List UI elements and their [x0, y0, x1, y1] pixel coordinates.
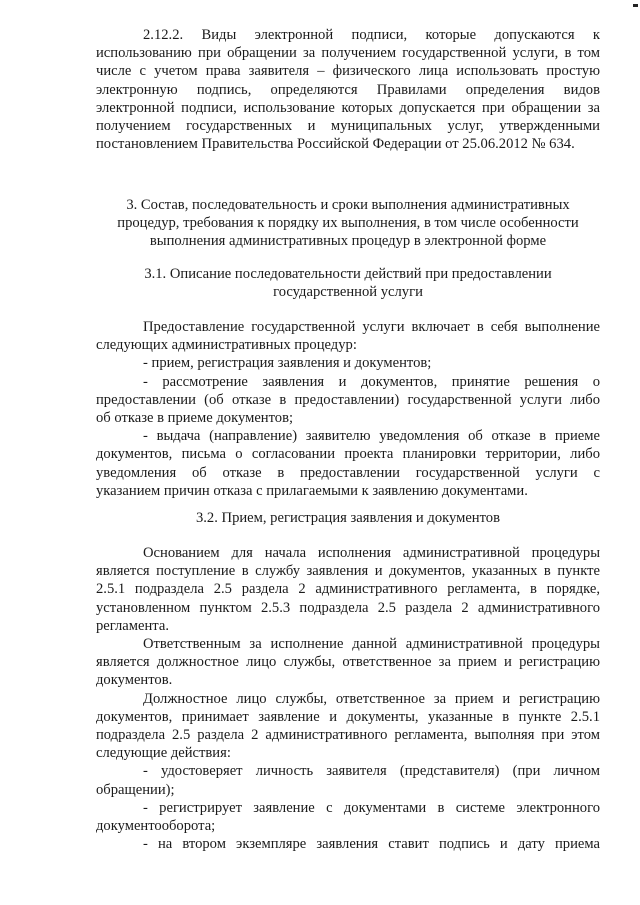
- text-line: использованию при обращении за получением государственной услуги, в том: [96, 45, 600, 62]
- text-line: уведомления об отказе в предоставлении государственной услуги с: [96, 464, 600, 481]
- text-line: указанием причин отказа с прилагаемыми к заявлению документами.: [96, 482, 528, 499]
- text-line: Предоставление государственной услуги включает в себя выполнение: [143, 319, 600, 335]
- section-3-1-body: [96, 318, 600, 500]
- scan-mark: [633, 4, 638, 7]
- text-line: обращении);: [96, 781, 175, 798]
- text-line: электронной подписи, использование которых допускается при обращении за: [96, 99, 600, 116]
- text-line: следующие действия:: [96, 745, 231, 762]
- heading-line: 3.2. Прием, регистрация заявления и документов: [195, 510, 500, 526]
- text-line: является должностное лицо службы, ответственное за прием и регистрацию: [96, 654, 600, 671]
- text-line: 2.5.1 подраздела 2.5 раздела 2 административного регламента, в порядке,: [96, 581, 600, 598]
- text-line: об отказе в приеме документов;: [96, 410, 294, 427]
- section-3-heading: [96, 196, 600, 251]
- heading-line: 3.1. Описание последовательности действий при предоставлении: [144, 266, 552, 282]
- section-3-2-heading: [96, 509, 600, 527]
- paragraph-2-12-2: [96, 26, 600, 153]
- section-3-1-heading: [96, 265, 600, 301]
- text-line: числе с учетом права заявителя – физического лица использовать простую: [96, 63, 600, 80]
- list-item: - выдача (направление) заявителю уведомления об отказе в приеме: [143, 428, 600, 445]
- list-item: - регистрирует заявление с документами в системе электронного: [143, 799, 600, 816]
- heading-line: процедур, требования к порядку их выполнения, в том числе особенности: [117, 215, 579, 232]
- heading-line: 3. Состав, последовательность и сроки выполнения административных: [126, 197, 570, 213]
- text-line: документов, принимает заявление и документы, указанные в пункте 2.5.1: [96, 708, 600, 725]
- heading-line: государственной услуги: [273, 284, 423, 301]
- list-item: - прием, регистрация заявления и документов;: [143, 355, 432, 372]
- text-line: документооборота;: [96, 818, 216, 835]
- text-line: документов.: [96, 672, 173, 689]
- text-line: электронную подпись, определяются Правилами определения видов: [96, 81, 600, 98]
- list-item: - удостоверяет личность заявителя (представителя) (при личном: [143, 763, 600, 780]
- section-3-2-body: [96, 544, 600, 853]
- heading-line: выполнения административных процедур в электронной форме: [149, 233, 547, 250]
- text-line: 2.12.2. Виды электронной подписи, которые допускаются к: [143, 27, 600, 43]
- text-line: Должностное лицо службы, ответственное за прием и регистрацию: [143, 690, 600, 707]
- text-line: регламента.: [96, 617, 169, 634]
- list-item: - рассмотрение заявления и документов, принятие решения о: [143, 373, 600, 390]
- text-line: получением государственных и муниципальных услуг, утвержденными: [96, 118, 600, 135]
- text-line: Ответственным за исполнение данной административной процедуры: [143, 636, 600, 653]
- text-line: подраздела 2.5 раздела 2 административного регламента, выполняя при этом: [96, 727, 600, 744]
- list-item: - на втором экземпляре заявления ставит подпись и дату приема: [143, 836, 600, 853]
- text-line: постановлением Правительства Российской Федерации от 25.06.2012 № 634.: [96, 136, 575, 153]
- text-line: предоставлении (об отказе в предоставлении) государственной услуги либо: [96, 391, 600, 408]
- text-line: установленном пунктом 2.5.3 подраздела 2.5 раздела 2 административного: [96, 599, 600, 616]
- text-line: является поступление в службу заявления и документов, указанных в пункте: [96, 563, 600, 580]
- text-line: следующих административных процедур:: [96, 337, 357, 354]
- text-line: документов, письма о согласовании проекта планировки территории, либо: [96, 446, 600, 463]
- text-line: Основанием для начала исполнения административной процедуры: [143, 545, 600, 561]
